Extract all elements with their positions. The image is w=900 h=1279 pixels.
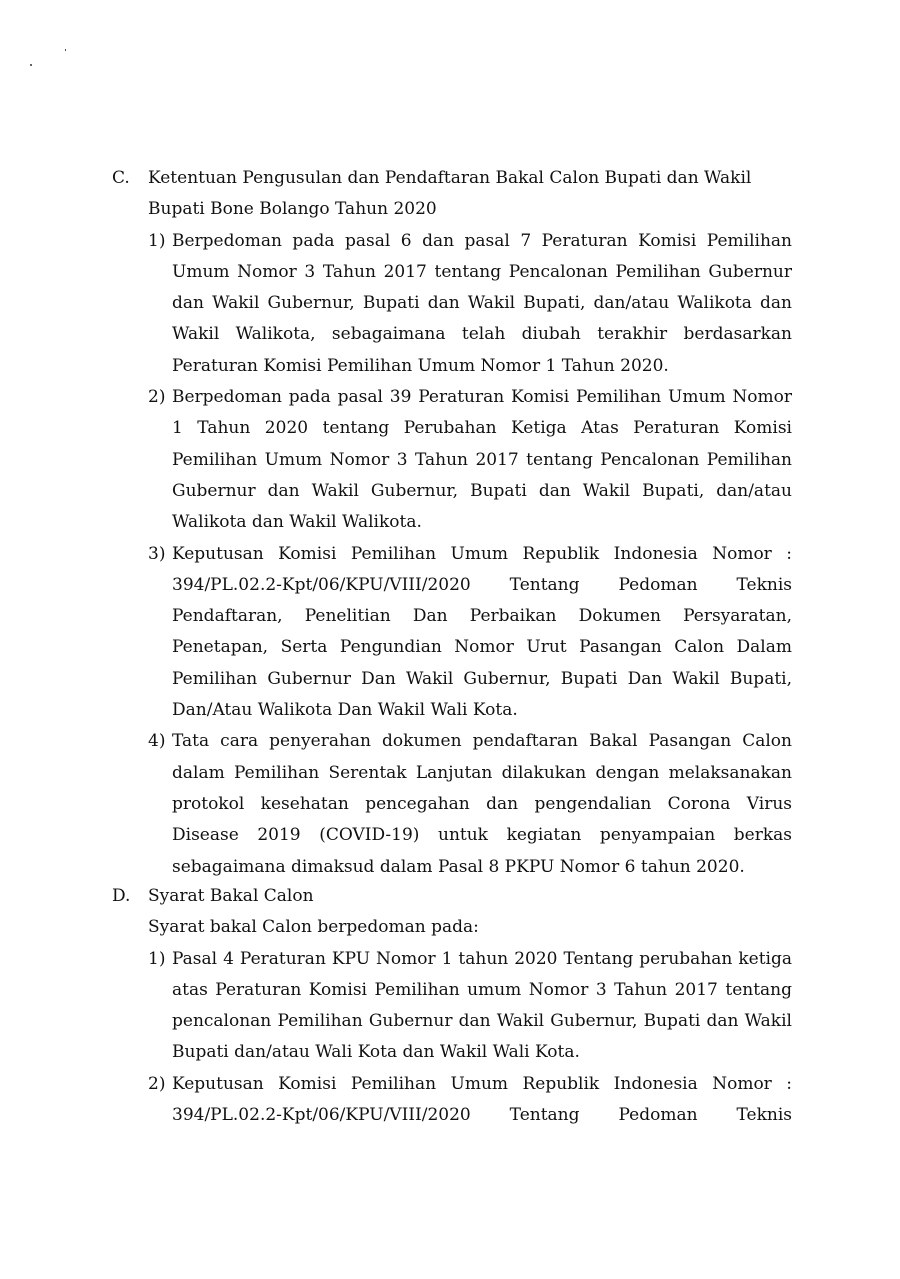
section-intro: Syarat bakal Calon berpedoman pada: xyxy=(148,917,479,938)
item-text: Pasal 4 Peraturan KPU Nomor 1 tahun 2020 Tentang perubahan ketiga atas Peraturan Komisi Pemilihan umum Nomor 3 Tahun 2017 tentang pencalonan Pemilihan Gubernur dan Wakil Gubernur, Bupati dan Wakil Bupati dan/atau Wali Kota dan Wakil Wali Kota. xyxy=(172,948,792,1063)
list-item xyxy=(112,382,792,538)
section-c xyxy=(112,163,792,883)
item-number: 1) xyxy=(148,230,166,251)
section-heading xyxy=(112,881,792,912)
item-text: Berpedoman pada pasal 39 Peraturan Komisi Pemilihan Umum Nomor 1 Tahun 2020 tentang Perubahan Ketiga Atas Peraturan Komisi Pemilihan Umum Nomor 3 Tahun 2017 tentang Pencalonan Pemilihan Gubernur dan Wakil Gubernur, Bupati dan Wakil Bupati, dan/atau Walikota dan Wakil Walikota. xyxy=(172,387,792,533)
section-letter: D. xyxy=(112,886,131,906)
item-number: 1) xyxy=(148,948,166,969)
section-title: Syarat Bakal Calon xyxy=(148,886,314,906)
item-text: Keputusan Komisi Pemilihan Umum Republik Indonesia Nomor : 394/PL.02.2-Kpt/06/KPU/VIII/2020 Tentang Pedoman Teknis xyxy=(172,1073,792,1126)
section-heading xyxy=(112,163,792,226)
section-d xyxy=(112,881,792,1131)
list-item xyxy=(112,226,792,382)
item-text: Keputusan Komisi Pemilihan Umum Republik Indonesia Nomor : 394/PL.02.2-Kpt/06/KPU/VIII/2020 Tentang Pedoman Teknis Pendaftaran, Penelitian Dan Perbaikan Dokumen Persyaratan, Penetapan, Serta Pengundian Nomor Urut Pasangan Calon Dalam Pemilihan Gubernur Dan Wakil Gubernur, Bupati Dan Wakil Bupati, Dan/Atau Walikota Dan Wakil Wali Kota. xyxy=(172,543,792,721)
item-number: 4) xyxy=(148,731,166,752)
list-item xyxy=(112,539,792,727)
item-text: Tata cara penyerahan dokumen pendaftaran Bakal Pasangan Calon dalam Pemilihan Serentak Lanjutan dilakukan dengan melaksanakan protokol kesehatan pencegahan dan pengendalian Corona Virus Disease 2019 (COVID-19) untuk kegiatan penyampaian berkas sebagaimana dimaksud dalam Pasal 8 PKPU Nomor 6 tahun 2020. xyxy=(172,731,792,877)
section-title: Ketentuan Pengusulan dan Pendaftaran Bakal Calon Bupati dan Wakil Bupati Bone Bolango Tahun 2020 xyxy=(148,168,752,220)
list-item xyxy=(112,1069,792,1132)
scan-speck xyxy=(30,64,32,66)
item-number: 2) xyxy=(148,1073,166,1094)
scan-speck xyxy=(65,49,66,51)
item-number: 2) xyxy=(148,387,166,408)
section-letter: C. xyxy=(112,168,130,188)
list-item xyxy=(112,726,792,882)
item-text: Berpedoman pada pasal 6 dan pasal 7 Peraturan Komisi Pemilihan Umum Nomor 3 Tahun 2017 tentang Pencalonan Pemilihan Gubernur dan Wakil Gubernur, Bupati dan Wakil Bupati, dan/atau Walikota dan Wakil Walikota, sebagaimana telah diubah terakhir berdasarkan Peraturan Komisi Pemilihan Umum Nomor 1 Tahun 2020. xyxy=(172,230,792,376)
item-number: 3) xyxy=(148,543,166,564)
list-item xyxy=(112,944,792,1069)
